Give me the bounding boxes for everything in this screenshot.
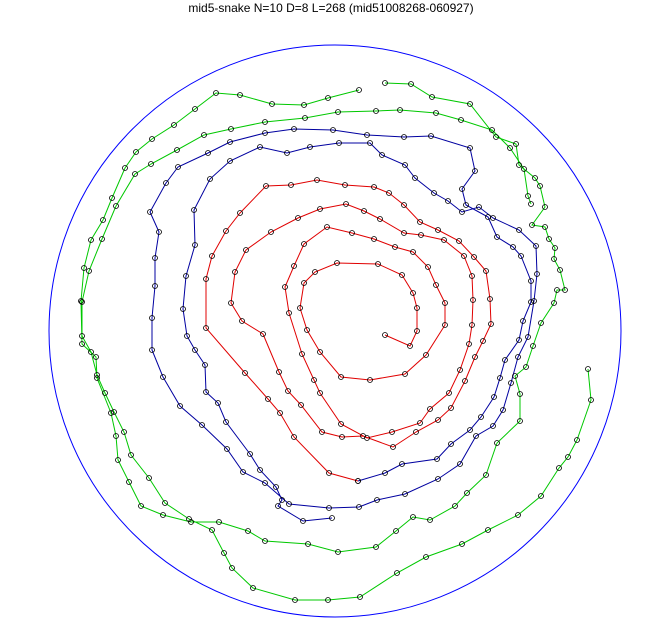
snake-path-red-0 <box>206 180 491 481</box>
snake-path-green-2 <box>81 83 565 552</box>
figure-title: mid5-snake N=10 D=8 L=268 (mid51008268-060927) <box>188 1 474 15</box>
snake-path-blue-1 <box>150 129 537 521</box>
snake-paths <box>79 81 594 603</box>
